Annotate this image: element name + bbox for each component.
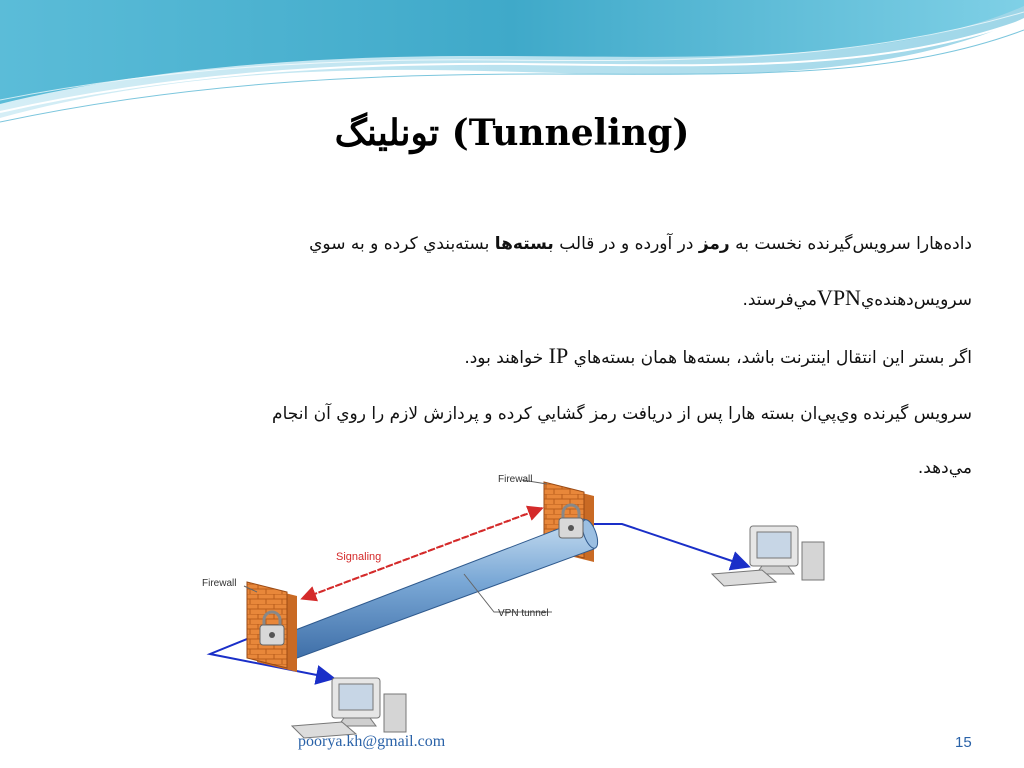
vpn-tunnel-diagram [202,474,832,744]
slide-title: (Tunneling) تونلينگ [334,112,690,154]
bold-term-packets: بسته‌ها [494,234,554,254]
paragraph-encryption [52,230,972,314]
text-segment: اگر بستر اين انتقال اينترنت باشد، بسته‌ها همان بسته‌هاي [568,348,972,368]
vpn-tunnel-label: VPN tunnel [498,608,549,619]
paragraph-decryption [52,400,972,482]
text-segment: خواهند بود. [464,348,549,368]
header-wave-decoration [0,0,1024,130]
page-number: 15 [955,734,972,751]
footer-email: poorya.kh@gmail.com [298,733,446,750]
paragraph-line [52,342,972,372]
text-segment: سرويس‌دهنده‌ي [860,290,972,310]
text-segment: بسته‌بندي كرده و به سوي [309,234,495,254]
vpn-term: VPN [816,285,861,310]
text-segment: داده‌هارا سرويس‌گيرنده نخست به [729,234,972,254]
text-segment: مي‌فرستد. [742,290,817,310]
paragraph-line [52,230,972,258]
paragraph-line: مي‌دهد. [917,458,972,478]
firewall-top-label: Firewall [498,474,533,485]
paragraph-line [52,284,972,314]
bold-term-encryption: رمز [698,234,730,254]
text-segment: در آورده و در قالب [553,234,699,254]
firewall-left-label: Firewall [202,578,237,589]
ip-term: IP [548,343,569,368]
paragraph-internet [52,342,972,372]
signaling-label: Signaling [336,551,382,563]
paragraph-line: سرويس گيرنده وي‌پي‌ان بسته هارا پس از دريافت رمز گشايي كرده و پردازش لازم را روي آن انجام [272,404,972,424]
